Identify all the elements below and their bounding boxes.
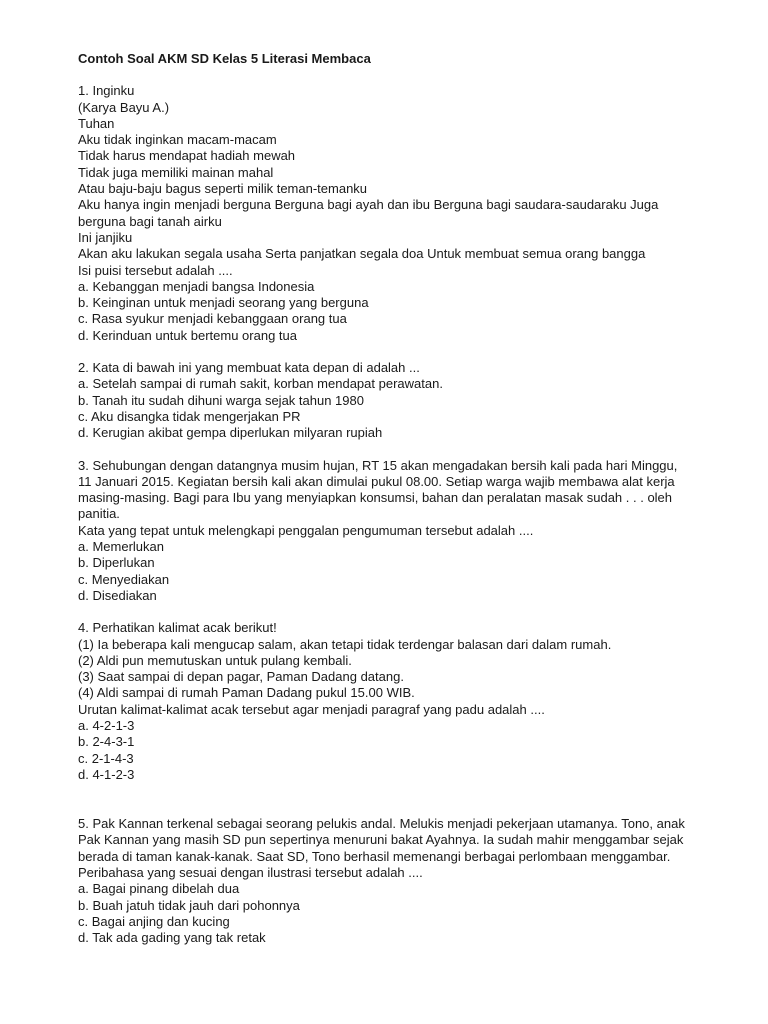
q5-line: c. Bagai anjing dan kucing [78, 913, 230, 929]
q4-line: Urutan kalimat-kalimat acak tersebut agar menjadi paragraf yang padu adalah .... [78, 701, 545, 717]
q5-line: Pak Kannan yang masih SD pun sepertinya menuruni bakat Ayahnya. Ia sudah mahir menggambar sejak [78, 832, 684, 848]
q3-line: 11 Januari 2015. Kegiatan bersih kali akan dimulai pukul 08.00. Setiap warga wajib membawa alat kerja [78, 473, 675, 489]
question-2 [78, 360, 688, 441]
q3-line: panitia. [78, 506, 120, 522]
q1-line: a. Kebanggan menjadi bangsa Indonesia [78, 278, 315, 294]
q4-line: (2) Aldi pun memutuskan untuk pulang kembali. [78, 652, 352, 668]
question-5 [78, 816, 688, 946]
q1-line: Aku hanya ingin menjadi berguna Berguna bagi ayah dan ibu Berguna bagi saudara-saudaraku Juga [78, 197, 659, 213]
question-4 [78, 620, 688, 783]
q5-line: a. Bagai pinang dibelah dua [78, 881, 240, 897]
q3-line: b. Diperlukan [78, 555, 155, 571]
q3-line: 3. Sehubungan dengan datangnya musim hujan, RT 15 akan mengadakan bersih kali pada hari Minggu, [78, 457, 678, 473]
q1-line: Isi puisi tersebut adalah .... [78, 262, 233, 278]
q5-line: d. Tak ada gading yang tak retak [78, 930, 266, 946]
q1-line: c. Rasa syukur menjadi kebanggaan orang tua [78, 311, 347, 327]
q3-line: masing-masing. Bagi para Ibu yang menyiapkan konsumsi, bahan dan peralatan masak sudah . . . oleh [78, 490, 673, 506]
q4-line: d. 4-1-2-3 [78, 766, 135, 782]
q1-line: Tidak juga memiliki mainan mahal [78, 164, 274, 180]
q4-line: (3) Saat sampai di depan pagar, Paman Dadang datang. [78, 669, 404, 685]
q1-line: Atau baju-baju bagus seperti milik teman-temanku [78, 181, 368, 197]
q4-line: (4) Aldi sampai di rumah Paman Dadang pukul 15.00 WIB. [78, 685, 415, 701]
q1-line: Ini janjiku [78, 229, 133, 245]
q4-line: c. 2-1-4-3 [78, 750, 134, 766]
q2-line: 2. Kata di bawah ini yang membuat kata depan di adalah ... [78, 360, 420, 376]
q1-line: 1. Inginku [78, 83, 135, 99]
q1-line: Tidak harus mendapat hadiah mewah [78, 148, 296, 164]
q5-line: berada di taman kanak-kanak. Saat SD, Tono berhasil memenangi berbagai perlombaan menggambar. [78, 848, 671, 864]
q5-line: Peribahasa yang sesuai dengan ilustrasi tersebut adalah .... [78, 865, 423, 881]
q3-line: Kata yang tepat untuk melengkapi penggalan pengumuman tersebut adalah .... [78, 522, 534, 538]
q1-line: berguna bagi tanah airku [78, 213, 222, 229]
question-3 [78, 458, 688, 605]
q4-line: b. 2-4-3-1 [78, 734, 135, 750]
q1-line: Aku tidak inginkan macam-macam [78, 132, 277, 148]
q2-line: d. Kerugian akibat gempa diperlukan milyaran rupiah [78, 425, 383, 441]
q2-line: c. Aku disangka tidak mengerjakan PR [78, 408, 301, 424]
q4-line: (1) Ia beberapa kali mengucap salam, akan tetapi tidak terdengar balasan dari dalam rumah. [78, 636, 612, 652]
document-title: Contoh Soal AKM SD Kelas 5 Literasi Membaca [78, 51, 371, 66]
q1-line: d. Kerinduan untuk bertemu orang tua [78, 327, 297, 343]
q2-line: b. Tanah itu sudah dihuni warga sejak tahun 1980 [78, 392, 364, 408]
q3-line: c. Menyediakan [78, 571, 170, 587]
q4-line: 4. Perhatikan kalimat acak berikut! [78, 620, 277, 636]
q2-line: a. Setelah sampai di rumah sakit, korban mendapat perawatan. [78, 376, 443, 392]
q3-line: d. Disediakan [78, 587, 157, 603]
document-page [78, 51, 688, 963]
q3-line: a. Memerlukan [78, 539, 164, 555]
q1-line: Akan aku lakukan segala usaha Serta panjatkan segala doa Untuk membuat semua orang bangga [78, 246, 646, 262]
q5-line: b. Buah jatuh tidak jauh dari pohonnya [78, 897, 300, 913]
q4-line: a. 4-2-1-3 [78, 717, 135, 733]
q1-line: (Karya Bayu A.) [78, 99, 170, 115]
q5-line: 5. Pak Kannan terkenal sebagai seorang pelukis andal. Melukis menjadi pekerjaan utamanya. Tono, anak [78, 816, 685, 832]
q1-line: Tuhan [78, 115, 115, 131]
question-1 [78, 83, 688, 344]
q1-line: b. Keinginan untuk menjadi seorang yang berguna [78, 295, 369, 311]
